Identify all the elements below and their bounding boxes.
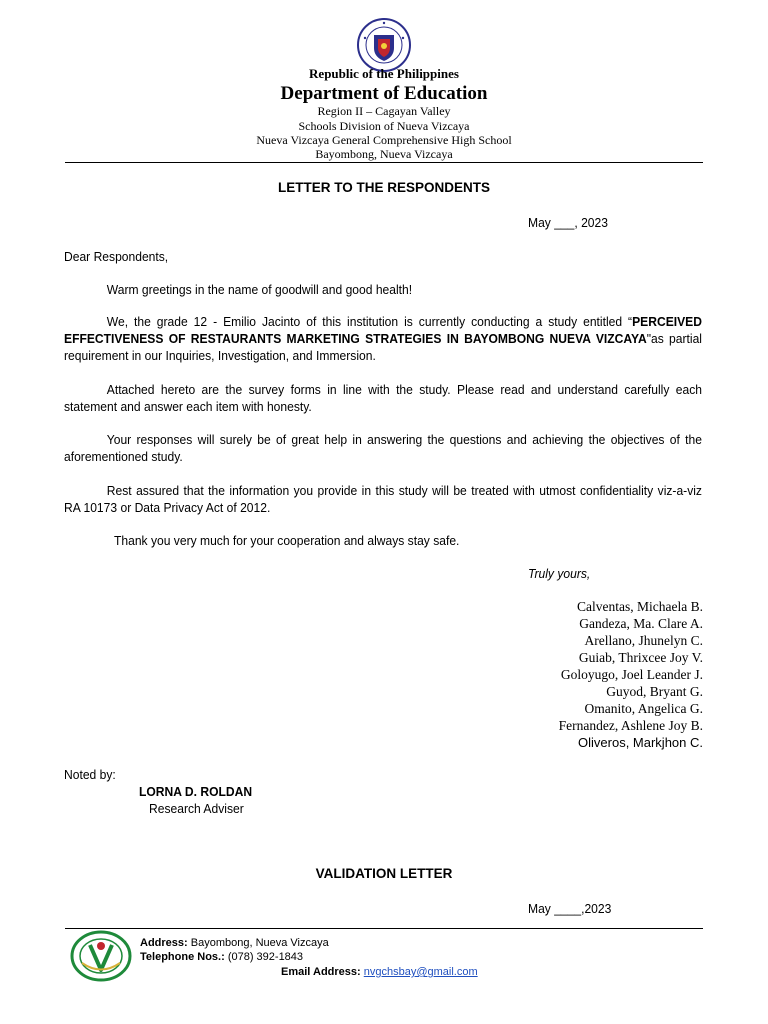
email-link[interactable]: nvgchsbay@gmail.com bbox=[363, 966, 478, 978]
division-line: Schools Division of Nueva Vizcaya bbox=[298, 119, 470, 133]
paragraph-thanks: Thank you very much for your cooperation and always stay safe. bbox=[114, 533, 460, 548]
study-intro-text: We, the grade 12 - Emilio Jacinto of this institution is currently conducting a study entitled “ bbox=[106, 314, 633, 329]
adviser-name: LORNA D. ROLDAN bbox=[139, 784, 253, 799]
validation-date: May ____,2023 bbox=[528, 901, 612, 916]
study-title: PERCEIVED EFFECTIVENESS OF RESTAURANTS MARKETING STRATEGIES IN BAYOMBONG NUEVA VIZCAYA bbox=[64, 314, 702, 346]
paragraph-study bbox=[64, 313, 702, 364]
responses-text: Your responses will surely be of great help in answering the questions and achieving the objectives of the aforementioned study. bbox=[64, 432, 702, 464]
letter-date: May ___, 2023 bbox=[528, 215, 608, 230]
address-label: Address: bbox=[140, 937, 188, 949]
salutation: Dear Respondents, bbox=[64, 249, 169, 264]
study-purpose-text: "as partial requirement in our Inquiries, Investigation, and Immersion. bbox=[64, 331, 702, 363]
department-title: Department of Education bbox=[280, 83, 488, 104]
footer-email bbox=[281, 966, 478, 978]
paragraph-confidentiality bbox=[64, 482, 702, 516]
paragraph-survey bbox=[64, 381, 702, 415]
validation-title: VALIDATION LETTER bbox=[315, 866, 453, 881]
signatory-name: Goloyugo, Joel Leander J. bbox=[560, 667, 703, 682]
signatory-name: Guiab, Thrixcee Joy V. bbox=[578, 650, 703, 665]
footer-address bbox=[140, 937, 329, 949]
adviser-role: Research Adviser bbox=[149, 801, 244, 816]
paragraph-responses bbox=[64, 431, 702, 465]
school-line: Nueva Vizcaya General Comprehensive High School bbox=[256, 133, 512, 147]
location-line: Bayombong, Nueva Vizcaya bbox=[315, 147, 453, 161]
letter-title: LETTER TO THE RESPONDENTS bbox=[277, 180, 491, 195]
republic-line: Republic of the Philippines bbox=[309, 66, 459, 81]
signatory-name: Arellano, Jhunelyn C. bbox=[584, 633, 703, 648]
address-value: Bayombong, Nueva Vizcaya bbox=[190, 937, 329, 949]
signatory-list bbox=[559, 598, 703, 751]
school-logo bbox=[70, 930, 132, 982]
greeting-text: Warm greetings in the name of goodwill and good health! bbox=[106, 282, 413, 297]
survey-text: Attached hereto are the survey forms in line with the study. Please read and understand carefully each statement and answer each item with honesty. bbox=[64, 382, 702, 414]
confidentiality-text: Rest assured that the information you provide in this study will be treated with utmost confidentiality viz-a-viz RA 10173 or Data Privacy Act of 2012. bbox=[64, 483, 702, 515]
noted-by-label: Noted by: bbox=[64, 767, 116, 782]
phone-value: (078) 392-1843 bbox=[227, 951, 304, 963]
footer-phone bbox=[140, 951, 303, 963]
header-divider bbox=[65, 162, 703, 163]
deped-seal bbox=[357, 18, 411, 72]
closing: Truly yours, bbox=[528, 566, 591, 581]
email-label: Email Address: bbox=[281, 966, 361, 978]
paragraph-greeting bbox=[64, 281, 702, 298]
footer-divider bbox=[65, 928, 703, 929]
region-line: Region II – Cagayan Valley bbox=[317, 104, 451, 118]
signatory-name: Omanito, Angelica G. bbox=[584, 701, 703, 716]
signatory-name: Guyod, Bryant G. bbox=[606, 684, 703, 699]
phone-label: Telephone Nos.: bbox=[140, 951, 225, 963]
signatory-name: Gandeza, Ma. Clare A. bbox=[579, 616, 703, 631]
signatory-name: Calventas, Michaela B. bbox=[577, 599, 703, 614]
signatory-name: Oliveros, Markjhon C. bbox=[578, 735, 703, 750]
signatory-name: Fernandez, Ashlene Joy B. bbox=[558, 718, 703, 733]
